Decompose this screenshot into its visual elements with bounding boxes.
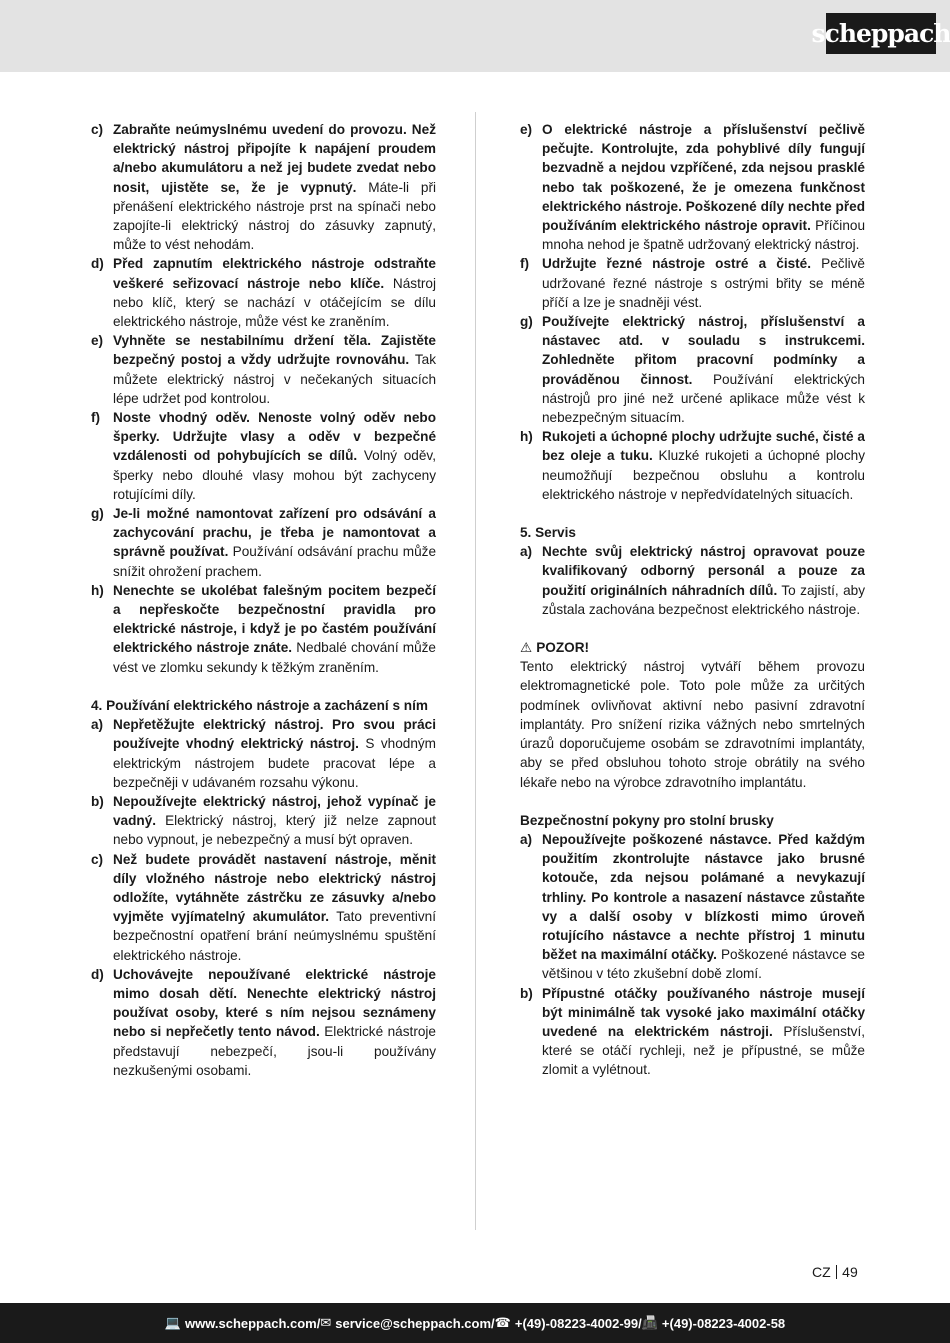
item-bold-text: Než budete provádět nastavení nástroje, měnit díly vložného nástroje nebo elektrický nástroj odložíte, vytáhněte zástrčku ze zásuvky a/nebo vyjměte vyjímatelný akumulátor.: [113, 851, 436, 925]
item-label: d): [91, 966, 104, 982]
item-bold-text: Vyhněte se nestabilnímu držení těla. Zajistěte bezpečný postoj a vždy udržujte rovnováhu.: [113, 333, 436, 368]
item-label: c): [91, 122, 104, 137]
item-text: [113, 965, 436, 1080]
item-bold-text: Nepoužívejte poškozené nástavce. Před každým použitím zkontrolujte nástavce jako brusné kotouče, zda nejsou polámané a nevykazují trhliny. Po kontrole a nasazení nástavce zůstaňte vy a další osoby v blízkosti mimo úroveň rotujícího nástavce a nechte přístroj 1 minutu běžet na maximální otáčky.: [542, 831, 865, 963]
list-item: [91, 331, 436, 408]
item-text: [542, 312, 865, 427]
item-text: [542, 254, 865, 312]
right-list-2: [520, 542, 865, 619]
item-normal-text: Používání odsávání prachu může snížit ohrožení prachem.: [113, 544, 436, 579]
section-4-heading: 4. Používání elektrického nástroje a zacházení s ním: [91, 697, 428, 713]
item-text: [113, 331, 436, 408]
item-bold-text: O elektrické nástroje a příslušenství pečlivě pečujte. Kontrolujte, zda pohyblivé díly fungují bezvadně a nejdou vzpříčené, zda nejsou prasklé nebo tak poškozené, že je omezena funkčnost elektrického nástroje. Poškozené díly nechte před používáním elektrického nástroje opravit.: [542, 122, 865, 234]
item-text: [113, 581, 436, 677]
list-item: [520, 542, 865, 619]
grinder-safety-heading: Bezpečnostní pokyny pro stolní brusky: [520, 812, 774, 828]
item-normal-text: Máte-li při přenášení elektrického nástroje prst na spínači nebo zapojíte-li elektrický nástroj do zásuvky zapnutý, může to vést nehodám.: [113, 179, 436, 253]
phone-icon: ☎: [494, 1315, 511, 1330]
item-text: [113, 715, 436, 792]
right-list-1: [520, 120, 865, 504]
item-bold-text: Je-li možné namontovat zařízení pro odsávání a zachycování prachu, je třeba je namontovat a správně používat.: [113, 506, 436, 560]
item-normal-text: Tak můžete elektrický nástroj v nečekaných situacích lépe udržet pod kontrolou.: [113, 352, 437, 406]
item-label: f): [91, 410, 101, 426]
item-normal-text: Poškozené nástavce se většinou v této zkušební době zlomí.: [542, 947, 865, 982]
item-bold-text: Nepoužívejte elektrický nástroj, jehož vypínač je vadný.: [113, 793, 436, 829]
item-label: b): [91, 793, 104, 809]
list-item: [91, 792, 436, 850]
item-normal-text: Příčinou mnoha nehod je špatně udržovaný elektrický nástroj.: [542, 218, 866, 253]
item-text: [113, 254, 436, 331]
list-item: [91, 581, 436, 677]
list-item: [520, 984, 865, 1080]
item-text: [542, 120, 865, 254]
left-list-2: [91, 715, 436, 1080]
item-normal-text: Kluzké rukojeti a úchopné plochy neumožňují bezpečnou obsluhu a kontrolu elektrického nástroje v nepředvídatelných situacích.: [542, 448, 865, 502]
item-label: g): [520, 314, 533, 330]
item-label: c): [91, 851, 104, 867]
item-normal-text: Tato preventivní bezpečnostní opatření brání neúmyslnému spuštění elektrického nástroje.: [113, 909, 436, 963]
page-number-value: 49: [842, 1264, 858, 1280]
item-label: a): [520, 544, 533, 560]
list-item: [520, 830, 865, 984]
item-text: [113, 504, 436, 581]
item-text: [542, 984, 865, 1080]
list-item: [520, 254, 865, 312]
list-item: [91, 850, 436, 965]
right-list-3: [520, 830, 865, 1080]
item-bold-text: Před zapnutím elektrického nástroje odstraňte veškeré seřizovací nástroje nebo klíče.: [113, 256, 436, 291]
list-item: [520, 120, 865, 254]
item-text: [113, 408, 436, 504]
item-normal-text: Nedbalé chování může vést ve zlomku sekundy k těžkým zraněním.: [113, 640, 436, 675]
item-text: [542, 542, 865, 619]
list-item: [91, 715, 436, 792]
item-bold-text: Nepřetěžujte elektrický nástroj. Pro svou práci používejte vhodný elektrický nástroj.: [113, 717, 436, 752]
footer-fax: +(49)-08223-4002-58: [661, 1315, 786, 1331]
item-text: [113, 120, 436, 254]
item-bold-text: Používejte elektrický nástroj, příslušenství a nástavec atd. v souladu s instrukcemi. Zohledněte přitom pracovní podmínky a prováděnou činnost.: [542, 314, 865, 387]
list-item: [91, 504, 436, 581]
item-bold-text: Nechte svůj elektrický nástroj opravovat pouze kvalifikovaný odborný personál a pouze za použití originálních náhradních dílů.: [542, 544, 865, 598]
item-text: [113, 850, 436, 965]
item-normal-text: To zajistí, aby zůstala zachována bezpečnost elektrického nástroje.: [542, 582, 865, 617]
warning-heading: [520, 638, 865, 657]
warning-text: Tento elektrický nástroj vytváří během provozu elektromagnetické pole. Toto pole může za určitých podmínek ovlivňovat aktivní nebo pasivní zdravotní implantáty. Pro snížení rizika vážných nebo smrtelných úrazů doporučujeme osobám se zdravotními implantáty, aby se před obsluhou tohoto stroje obrátily na svého lékaře nebo na výrobce zdravotního implantátu.: [520, 659, 865, 790]
item-bold-text: Udržujte řezné nástroje ostré a čisté.: [542, 256, 812, 272]
warning-title: POZOR!: [536, 640, 590, 656]
footer-separator: /: [316, 1315, 321, 1331]
column-divider: [475, 112, 476, 1230]
item-normal-text: Používání elektrických nástrojů pro jiné než určené aplikace může vést k nebezpečným situacím.: [542, 371, 865, 426]
item-bold-text: Zabraňte neúmyslnému uvedení do provozu. Než elektrický nástroj připojíte k napájení proudem a/nebo akumulátoru a než jej budete zvedat nebo nosit, ujistěte se, že je vypnutý.: [113, 122, 436, 195]
fax-icon: 📠: [641, 1315, 658, 1330]
item-text: [113, 792, 436, 850]
mail-icon: ✉: [320, 1315, 332, 1330]
list-item: [91, 408, 436, 504]
item-bold-text: Uchovávejte nepoužívané elektrické nástroje mimo dosah dětí. Nenechte elektrický nástroj používat osoby, které s ním nejsou seznámeny nebo si nepřečetly tento návod.: [113, 966, 436, 1040]
footer-separator: /: [491, 1315, 495, 1331]
item-normal-text: Nástroj nebo klíč, který se nachází v otáčejícím se dílu elektrického nástroje, může vést ke zraněním.: [113, 275, 436, 330]
item-normal-text: Příslušenství, které se otáčí rychleji, než je přípustné, se může zlomit a vylétnout.: [542, 1023, 865, 1078]
page-lang: CZ: [812, 1264, 831, 1280]
item-label: h): [520, 429, 533, 445]
list-item: [520, 427, 865, 504]
right-column: [520, 120, 865, 1080]
item-bold-text: Přípustné otáčky používaného nástroje musejí být minimálně tak vysoké jako maximální otáčky uvedené na elektrickém nástroji.: [542, 985, 865, 1039]
item-text: [542, 830, 865, 984]
list-item: [91, 254, 436, 331]
left-column: [91, 120, 436, 1080]
list-item: [91, 120, 436, 254]
header-bar: [0, 0, 950, 72]
footer-separator: /: [638, 1315, 642, 1331]
item-label: a): [520, 831, 533, 847]
list-item: [520, 312, 865, 427]
item-bold-text: Nenechte se ukolébat falešným pocitem bezpečí a nepřeskočte bezpečnostní pravidla pro elektrické nástroje, i když je po častém používání elektrického nástroje znáte.: [113, 582, 436, 656]
section-5-heading: 5. Servis: [520, 525, 576, 541]
page-number: [812, 1264, 858, 1280]
item-label: a): [91, 717, 104, 733]
page-number-separator: [836, 1265, 838, 1279]
item-text: [542, 427, 865, 504]
warning-icon: ⚠: [520, 640, 533, 656]
item-label: d): [91, 256, 104, 272]
item-label: g): [91, 506, 104, 522]
footer-email[interactable]: service@scheppach.com: [335, 1315, 492, 1331]
list-item: [91, 965, 436, 1080]
item-label: b): [520, 985, 533, 1001]
scheppach-logo: scheppach: [826, 13, 936, 54]
computer-icon: 💻: [164, 1315, 182, 1330]
item-label: e): [91, 333, 104, 349]
item-bold-text: Noste vhodný oděv. Nenoste volný oděv nebo šperky. Udržujte vlasy a oděv v bezpečné vzdálenosti od pohybujících se dílů.: [113, 410, 436, 464]
item-label: h): [91, 582, 104, 598]
left-list-1: [91, 120, 436, 677]
item-normal-text: Volný oděv, šperky nebo dlouhé vlasy mohou být zachyceny rotujícími díly.: [113, 448, 436, 502]
item-normal-text: S vhodným elektrickým nástrojem budete pracovat lépe a bezpečněji v udávaném rozsahu výkonu.: [113, 736, 437, 790]
footer-phone: +(49)-08223-4002-99: [514, 1315, 639, 1331]
footer-website[interactable]: www.scheppach.com: [185, 1315, 317, 1331]
item-normal-text: Elektrické nástroje představují nebezpečí, jsou-li používány nezkušenými osobami.: [113, 1024, 436, 1078]
item-normal-text: Pečlivě udržované řezné nástroje s ostrými břity se méně příčí a lze je snadněji vést.: [542, 256, 865, 310]
item-bold-text: Rukojeti a úchopné plochy udržujte suché, čisté a bez oleje a tuku.: [542, 429, 865, 464]
item-label: e): [520, 122, 533, 137]
footer-bar: [0, 1303, 950, 1343]
item-label: f): [520, 256, 530, 272]
item-normal-text: Elektrický nástroj, který již nelze zapnout nebo vypnout, je nebezpečný a musí být opraven.: [113, 813, 436, 848]
